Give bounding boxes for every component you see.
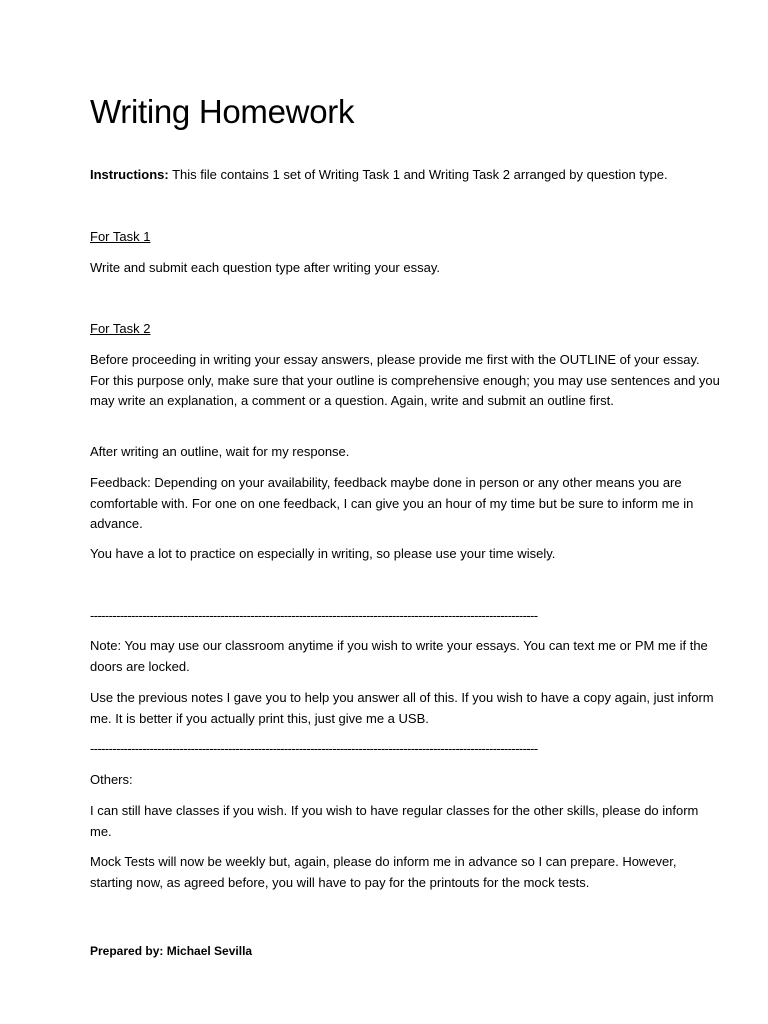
task1-text: Write and submit each question type after writing your essay. [90,260,440,275]
note-paragraph: Note: You may use our classroom anytime if you wish to write your essays. You can text me or PM me if the doors are locked. [90,638,708,674]
separator-line: ------------------------------------------------------------------------------------------------------------------------ [90,741,538,756]
instructions-text: This file contains 1 set of Writing Task 1 and Writing Task 2 arranged by question type. [168,167,668,182]
instructions-label: Instructions: [90,167,169,182]
prepared-by: Prepared by: Michael Sevilla [90,944,253,958]
task1-heading: For Task 1 [90,229,151,244]
instructions-paragraph [90,165,722,186]
feedback-paragraph: Feedback: Depending on your availability, feedback maybe done in person or any other means you are comfortable with. For one on one feedback, I can give you an hour of my time but be sure to inform me in advance. [90,475,694,531]
note-paragraph: Use the previous notes I gave you to help you answer all of this. If you wish to have a copy again, just inform me. It is better if you actually print this, just give me a USB. [90,690,714,726]
task2-paragraph: You have a lot to practice on especially in writing, so please use your time wisely. [90,546,556,561]
others-label: Others: [90,772,133,787]
task2-paragraph: Before proceeding in writing your essay answers, please provide me first with the OUTLINE of your essay. For this purpose only, make sure that your outline is comprehensive enough; you may use sentences and you may write an explanation, a comment or a question. Again, write and submit an outline first. [90,352,720,408]
task2-paragraph: After writing an outline, wait for my response. [90,444,350,459]
separator-line: ------------------------------------------------------------------------------------------------------------------------ [90,608,538,623]
page-title: Writing Homework [90,93,355,130]
others-paragraph: Mock Tests will now be weekly but, again, please do inform me in advance so I can prepare. However, starting now, as agreed before, you will have to pay for the printouts for the mock tests. [90,854,677,890]
others-paragraph: I can still have classes if you wish. If you wish to have regular classes for the other skills, please do inform me. [90,803,699,839]
task2-heading: For Task 2 [90,321,151,336]
